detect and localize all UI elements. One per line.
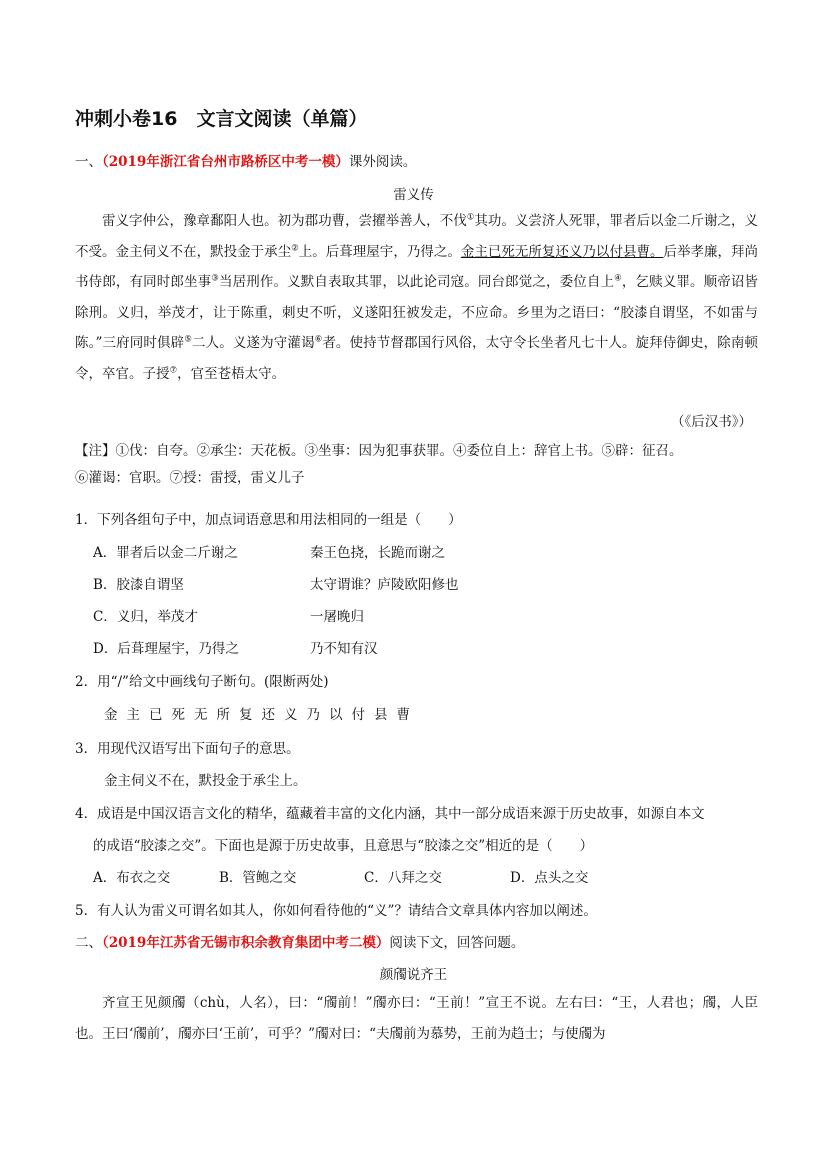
- q4-option-d: D．点头之交: [510, 870, 589, 886]
- passage-1-source: （《后汉书》）: [671, 414, 752, 430]
- footnote-marker: ⑦: [169, 365, 178, 375]
- passage-text: ，官至苍梧太守。: [177, 365, 286, 382]
- section-1-header: [75, 150, 416, 170]
- section-2-header: [75, 931, 524, 951]
- q4-option-c: C．八拜之交: [364, 870, 442, 886]
- passage-text: 雷义字仲公，豫章鄱阳人也。初为郡功曹，尝擢举善人，不伐: [102, 213, 467, 229]
- passage-2-body: 齐宣王见颜斶（chù，人名），曰：“斶前！”斶亦曰：“王前！”宣王不说。左右曰：“王，人君也；斶，人臣也。王曰‘斶前’，斶亦曰‘王前’，可乎？”斶对曰：“夫斶前为慕势，王前为趋士；与使斶为: [75, 995, 758, 1042]
- q1-option-b-pair: 太守谓谁？庐陵欧阳修也: [310, 577, 459, 593]
- section-1-prefix: 一、: [75, 154, 102, 170]
- passage-text: ，乞赎义罪。顺帝诏皆除刑。义归，举茂才，让于陈重，刺史不听，义遂阳狂被发走，不应命。乡里为之语曰：“胶漆自谓坚，不如雷与陈。”三府同时俱辟: [75, 274, 758, 351]
- notes: [75, 438, 758, 492]
- passage-1-body: [75, 206, 758, 389]
- q1-option-c-pair: 一屠晚归: [310, 609, 364, 625]
- note-line-2: ⑥灌谒：官职。⑦授：雷授，雷义儿子: [75, 470, 305, 486]
- q1-option-d-pair: 乃不知有汉: [310, 641, 378, 657]
- passage-2-title: 颜斶说齐王: [379, 967, 448, 983]
- section-1-source-tag: （2019年浙江省台州市路桥区中考一模）: [102, 154, 349, 170]
- section-2-prefix: 二、: [75, 935, 102, 951]
- q1-option-a-pair: 秦王色挠，长跪而谢之: [310, 545, 445, 561]
- q1-option-b: B．胶漆自谓坚: [93, 577, 184, 593]
- passage-text: 上。后葺理屋宇，乃得之。: [298, 243, 461, 260]
- underlined-sentence: 金主已死无所复还义乃以付县曹。: [460, 243, 664, 260]
- q4-option-b: B．管鲍之交: [219, 870, 297, 886]
- q1-option-c: C．义归，举茂才: [93, 609, 198, 625]
- passage-1-title: 雷义传: [393, 187, 434, 203]
- passage-text: 后举孝廉，拜尚书侍郎，有同时郎坐事: [75, 243, 759, 290]
- question-4-line-2: 的成语“胶漆之交”。下面也是源于历史故事，且意思与“胶漆之交”相近的是（ ）: [93, 838, 594, 854]
- q1-option-a: A．罪者后以金二斤谢之: [93, 545, 238, 561]
- passage-text: 其功。义尝济人死罪，罪者后以金二斤谢之，义不受。金主伺义不在，默投金于承尘: [75, 213, 759, 260]
- page-title: 冲刺小卷16 文言文阅读（单篇）: [75, 108, 368, 130]
- footnote-marker: ①: [466, 212, 475, 223]
- question-5: 5．有人认为雷义可谓名如其人，你如何看待他的“义”？请结合文章具体内容加以阐述。: [75, 903, 597, 919]
- footnote-marker: ④: [614, 273, 622, 284]
- section-2-source-tag: （2019年江苏省无锡市积余教育集团中考二模）: [102, 935, 390, 951]
- q1-option-d: D．后葺理屋宇，乃得之: [93, 641, 239, 657]
- footnote-marker: ③: [211, 273, 219, 284]
- section-1-suffix: 课外阅读。: [348, 154, 417, 170]
- q2-sentence: 金主已死无所复还义乃以付县曹: [104, 707, 419, 723]
- q4-option-a: A．布衣之交: [93, 870, 171, 886]
- note-line-1: 【注】①伐：自夸。②承尘：天花板。③坐事：因为犯事获罪。④委位自上：辞官上书。⑤辟：征召。: [75, 443, 683, 459]
- footnote-marker: ②: [291, 243, 299, 253]
- question-3: 3．用现代汉语写出下面句子的意思。: [75, 741, 300, 757]
- footnote-marker: ⑤: [184, 334, 192, 345]
- passage-text: 者。使持节督郡国行风俗，太守令长坐者凡七十人。旋拜侍御史，除南顿令，卒官。子授: [75, 335, 759, 382]
- question-4-line-1: 4．成语是中国汉语言文化的精华，蕴藏着丰富的文化内涵，其中一部分成语来源于历史故事，如源自本文: [75, 806, 705, 822]
- q3-sentence: 金主伺义不在，默投金于承尘上。: [104, 773, 307, 789]
- question-2: 2．用“/”给文中画线句子断句。(限断两处): [75, 674, 329, 690]
- passage-text: 二人。义遂为守灌谒: [191, 335, 315, 351]
- footnote-marker: ⑥: [314, 334, 323, 345]
- question-1: 1．下列各组句子中，加点词语意思和用法相同的一组是（ ）: [75, 512, 462, 528]
- section-2-suffix: 阅读下文，回答问题。: [389, 935, 525, 951]
- passage-text: 当居刑作。义默自表取其罪，以此论司寇。同台郎觉之，委位自上: [219, 274, 615, 290]
